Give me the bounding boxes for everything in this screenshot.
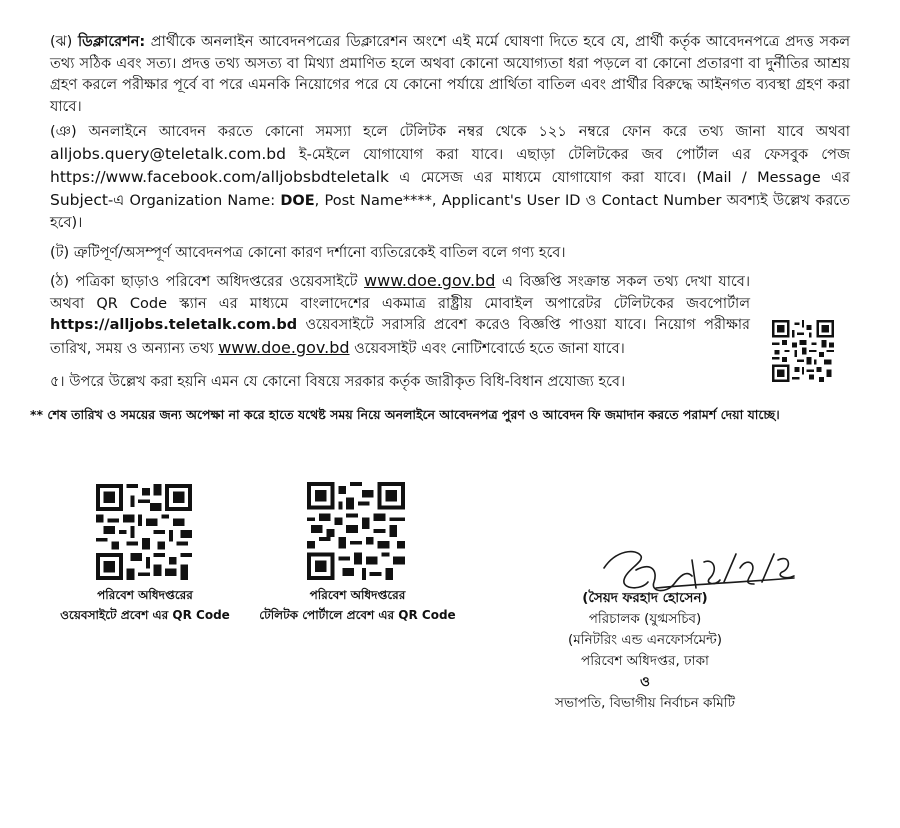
doe-website-link-2[interactable]: www.doe.gov.bd bbox=[218, 337, 350, 357]
para-marker: (ট) bbox=[50, 245, 70, 261]
para-declaration bbox=[50, 32, 850, 118]
qr-caption-line: ওয়েবসাইটে প্রবেশ এর QR Code bbox=[60, 608, 230, 622]
doe-website-qr-code-icon bbox=[96, 484, 192, 580]
para-text: অনলাইনে আবেদন করতে কোনো সমস্যা হলে টেলিটক নম্বর থেকে ১২১ নম্বরে ফোন করে তথ্য জানা যাবে অথবা bbox=[88, 124, 851, 140]
facebook-link[interactable]: https://www.facebook.com/alljobsbdteletalk bbox=[50, 168, 389, 186]
signatory-designation: পরিচালক (যুগ্মসচিব) bbox=[588, 611, 702, 627]
para-text: , Post Name****, Applicant's User ID ও Contact Number অবশ্যই উল্লেখ করতে হবে)। bbox=[50, 193, 851, 231]
org-name: DOE bbox=[280, 193, 315, 209]
para-heading: ডিক্লারেশন: bbox=[77, 34, 146, 50]
signatory-block bbox=[520, 588, 770, 714]
signatory-committee: সভাপতি, বিভাগীয় নির্বাচন কমিটি bbox=[555, 695, 735, 711]
para-text: -এ Organization Name: bbox=[107, 193, 276, 209]
signatory-and: ও bbox=[640, 674, 650, 690]
qr-caption-line: টেলিটক পোর্টালে প্রবেশ এর QR Code bbox=[259, 608, 456, 622]
teletalk-portal-qr-code-icon bbox=[307, 482, 405, 580]
para-text: পত্রিকা ছাড়াও পরিবেশ অধিদপ্তরের ওয়েবসাইটে bbox=[75, 274, 358, 290]
para-helpline bbox=[50, 121, 850, 234]
qr-caption-line: পরিবেশ অধিদপ্তরের bbox=[97, 588, 193, 602]
para-marker: (ঞ) bbox=[50, 124, 77, 140]
para-marker: ৫। bbox=[50, 374, 65, 390]
para-text: এ বিজ্ঞপ্তি সংক্রান্ত সকল তথ্য দেখা যাবে। অথবা QR Code স্ক্যান এর মাধ্যমে বাংলাদেশের একমাত্র রাষ্ট্রীয় মোবাইল অপারেটর টেলিটকের জবপোর্টাল bbox=[50, 274, 751, 312]
para-text: ওয়েবসাইট এবং নোটিশবোর্ডে হতে জানা যাবে। bbox=[354, 340, 625, 357]
para-text: ওয়েবসাইটে সরাসরি প্রবেশ করেও বিজ্ঞপ্তি পাওয়া যাবে। নিয়োগ পরীক্ষার তারিখ, সময় ও অন্যান্য তথ্য bbox=[50, 317, 750, 357]
para-incomplete bbox=[50, 243, 850, 265]
subject-label: Subject bbox=[50, 191, 108, 209]
signatory-office: পরিবেশ অধিদপ্তর, ঢাকা bbox=[581, 653, 709, 669]
para-text: উপরে উল্লেখ করা হয়নি এমন যে কোনো বিষয়ে সরকার কর্তৃক জারীকৃত বিধি-বিধান প্রযোজ্য হবে। bbox=[69, 374, 626, 390]
para-marker: (ঝ) bbox=[50, 34, 73, 50]
para-text: ই-মেইলে যোগাযোগ করা যাবে। এছাড়া টেলিটকের জব পোর্টাল এর ফেসবুক পেজ bbox=[299, 147, 850, 163]
para-text: এ মেসেজ এর মাধ্যমে যোগাযোগ করা যাবে। (Mail / Message এর bbox=[399, 170, 850, 186]
para-text: প্রার্থীকে অনলাইন আবেদনপত্রের ডিক্লারেশন অংশে এই মর্মে ঘোষণা দিতে হবে যে, প্রার্থী কর্তৃক আবেদনপত্রে প্রদত্ত সকল তথ্য সঠিক এবং সত্য। প্রদত্ত তথ্য অসত্য বা মিথ্যা প্রমাণিত হলে অথবা কোনো অযোগ্যতা ধরা পড়লে বা কোনো প্রতারণা বা দুর্নীতির আশ্রয় গ্রহণ করলে পরীক্ষার পূর্বে বা পরে এমনকি নিয়োগের পরে যে কোনো পর্যায়ে প্রার্থিতা বাতিল এবং প্রার্থীর বিরুদ্ধে আইনগত ব্যবস্থা গ্রহণ করা যাবে। bbox=[50, 34, 851, 115]
doe-website-link[interactable]: www.doe.gov.bd bbox=[364, 271, 496, 290]
qr-caption-line: পরিবেশ অধিদপ্তরের bbox=[309, 588, 406, 602]
email-link[interactable]: alljobs.query@teletalk.com.bd bbox=[50, 145, 286, 163]
signatory-name: (সৈয়দ ফরহাদ হোসেন) bbox=[582, 590, 708, 606]
signatory-wing: (মনিটরিং এন্ড এনফোর্সমেন্ট) bbox=[567, 632, 723, 648]
qr-caption-teletalk-portal bbox=[255, 585, 460, 625]
advice-note: ** শেষ তারিখ ও সময়ের জন্য অপেক্ষা না করে হাতে যথেষ্ট সময় নিয়ে অনলাইনে আবেদনপত্র পুরণ ও আবেদন ফি জমাদান করতে পরামর্শ দেয়া যাচ্ছে। bbox=[30, 407, 780, 422]
para-text: ত্রুটিপূর্ণ/অসম্পূর্ণ আবেদনপত্র কোনো কারণ দর্শানো ব্যতিরেকেই বাতিল বলে গণ্য হবে। bbox=[73, 245, 566, 261]
qr-caption-doe-website bbox=[40, 585, 250, 625]
para-rules bbox=[50, 372, 850, 394]
teletalk-portal-link[interactable]: https://alljobs.teletalk.com.bd bbox=[50, 317, 298, 333]
para-marker: (ঠ) bbox=[50, 274, 70, 290]
para-website bbox=[50, 270, 750, 360]
